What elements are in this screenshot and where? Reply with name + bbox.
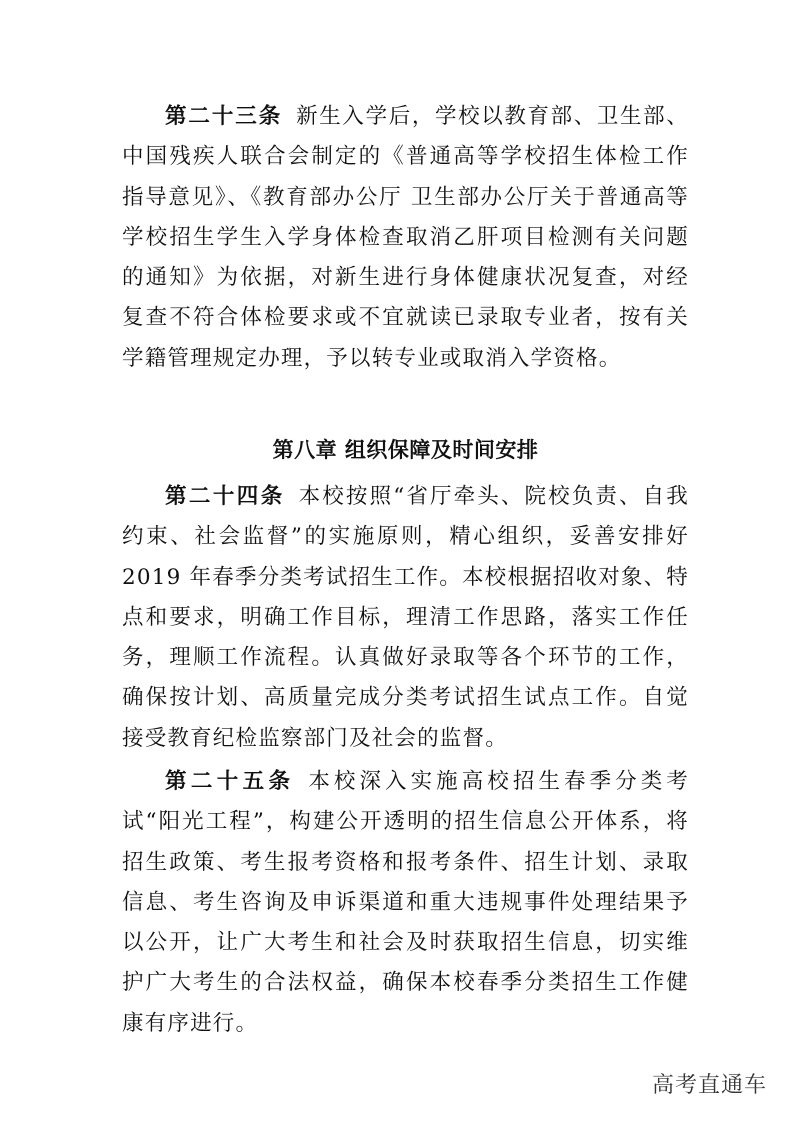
article-24-number: 第二十四条 <box>165 484 285 509</box>
article-23-paragraph <box>122 97 689 379</box>
article-25-paragraph <box>122 762 689 1044</box>
article-25-number: 第二十五条 <box>165 769 295 794</box>
article-24-text: 本校按照“省厅牵头、院校负责、自我约束、社会监督”的实施原则，精心组织，妥善安排好 2019 年春季分类考试招生工作。本校根据招收对象、特点和要求，明确工作目标，理清工作思路，落实工作任务，理顺工作流程。认真做好录取等各个环节的工作，确保按计划、高质量完成分类考试招生试点工作。自觉接受教育纪检监察部门及社会的监督。 <box>122 484 689 751</box>
watermark-text: 高考直通车 <box>651 1073 767 1098</box>
article-25-text: 本校深入实施高校招生春季分类考试“阳光工程”，构建公开透明的招生信息公开体系，将招生政策、考生报考资格和报考条件、招生计划、录取信息、考生咨询及申诉渠道和重大违规事件处理结果予以公开，让广大考生和社会及时获取招生信息，切实维护广大考生的合法权益，确保本校春季分类招生工作健康有序进行。 <box>122 769 689 1036</box>
article-23-number: 第二十三条 <box>165 104 283 129</box>
article-24-paragraph <box>122 477 689 759</box>
article-23-text: 新生入学后，学校以教育部、卫生部、中国残疾人联合会制定的《普通高等学校招生体检工作指导意见》、《教育部办公厅 卫生部办公厅关于普通高等学校招生学生入学身体检查取消乙肝项目检测有关问题的通知》为依据，对新生进行身体健康状况复查，对经复查不符合体检要求或不宜就读已录取专业者，按有关学籍管理规定办理，予以转专业或取消入学资格。 <box>122 104 689 371</box>
chapter-8-heading: 第八章 组织保障及时间安排 <box>272 438 539 462</box>
